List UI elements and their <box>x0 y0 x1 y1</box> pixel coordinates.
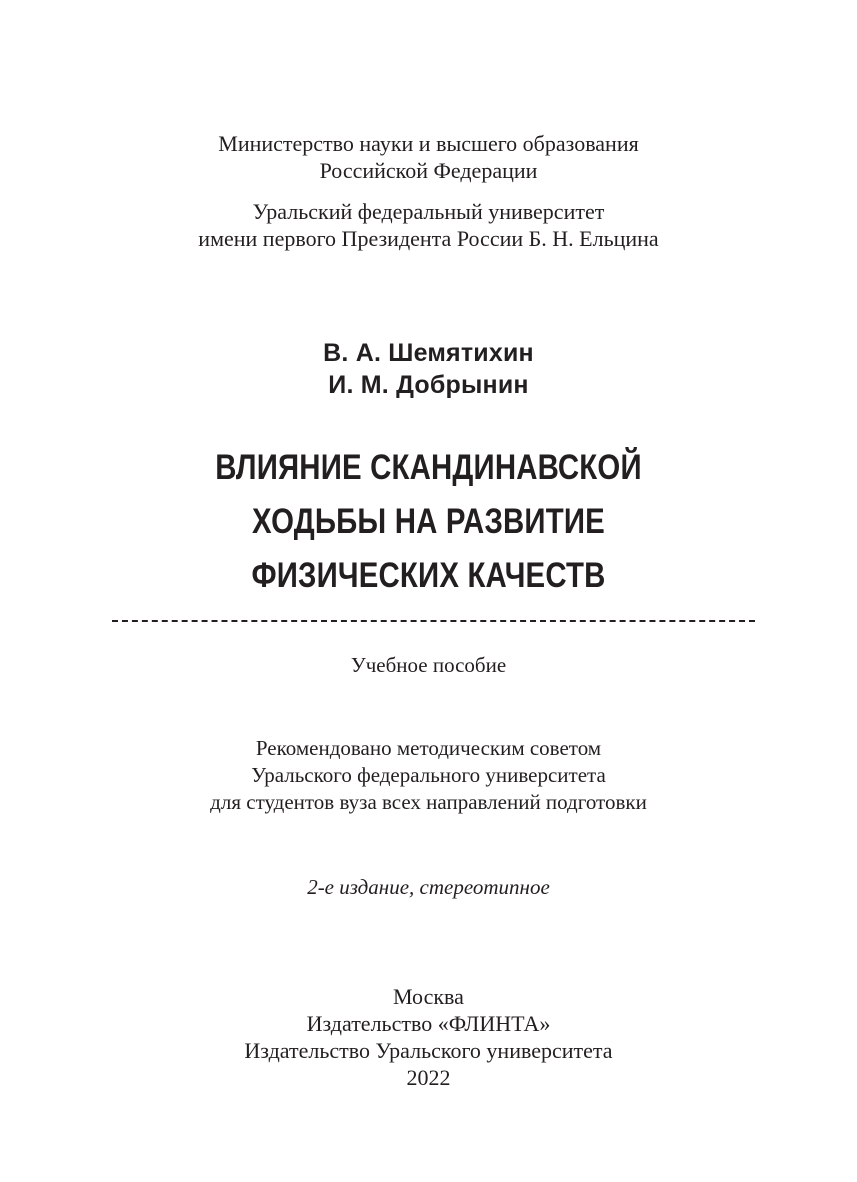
recommendation-note <box>0 735 857 816</box>
imprint-publisher-2: Издательство Уральского университета <box>244 1038 613 1063</box>
recommendation-line-3: для студентов вуза всех направлений подготовки <box>210 790 647 814</box>
recommendation-line-2: Уральского федерального университета <box>251 763 606 787</box>
imprint-year: 2022 <box>406 1065 451 1090</box>
imprint-publisher-1: Издательство «ФЛИНТА» <box>306 1011 551 1036</box>
university-line-2: имени первого Президента России Б. Н. Ельцина <box>198 226 659 251</box>
edition-note <box>0 874 857 901</box>
authors <box>0 337 857 401</box>
book-title <box>0 441 857 603</box>
title-line-3: ФИЗИЧЕСКИХ КАЧЕСТВ <box>251 556 606 595</box>
title-line-2: ХОДЬБЫ НА РАЗВИТИЕ <box>252 502 605 541</box>
university-line-1: Уральский федеральный университет <box>252 199 605 224</box>
imprint <box>0 983 857 1091</box>
ministry-heading <box>0 130 857 184</box>
book-genre <box>0 652 857 679</box>
author-1: В. А. Шемятихин <box>323 339 534 367</box>
imprint-city: Москва <box>393 984 464 1009</box>
author-2: И. М. Добрынин <box>328 371 529 399</box>
ministry-line-1: Министерство науки и высшего образования <box>218 131 639 156</box>
genre-label: Учебное пособие <box>350 653 507 677</box>
recommendation-line-1: Рекомендовано методическим советом <box>255 736 602 760</box>
ministry-line-2: Российской Федерации <box>319 158 538 183</box>
dashed-divider <box>112 620 755 622</box>
title-line-1: ВЛИЯНИЕ СКАНДИНАВСКОЙ <box>215 448 642 487</box>
university-heading <box>0 198 857 252</box>
edition-label: 2-е издание, стереотипное <box>307 875 550 899</box>
